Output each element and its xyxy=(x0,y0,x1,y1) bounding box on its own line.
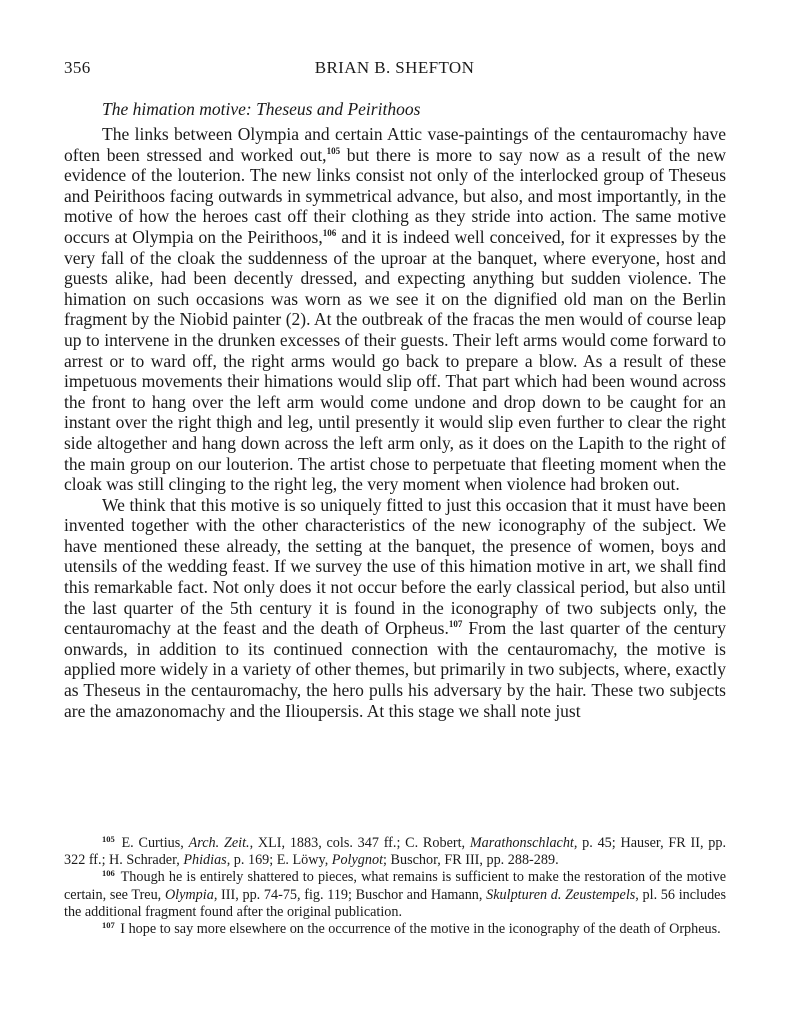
running-head: BRIAN B. SHEFTON xyxy=(314,58,475,77)
footnote-text: Though he is entirely shattered to pieces, what remains is sufficient to make the restoration of the motive certain, see Treu, xyxy=(64,869,726,903)
footnote-italic: Polygnot xyxy=(331,852,384,869)
footnote-italic: Olympia xyxy=(164,886,214,903)
footnote-text: I hope to say more elsewhere on the occurrence of the motive in the iconography of the death of Orpheus. xyxy=(116,921,721,938)
footnote-italic: Marathonschlacht xyxy=(469,835,574,851)
footnote-italic: Phidias xyxy=(183,852,227,869)
body-text xyxy=(64,98,726,721)
footnote-text: , III, pp. 74-75, fig. 119; Buschor and Hamann, xyxy=(213,886,487,903)
text-segment: The links between Olympia and certain Attic vase-paintings of the centauromachy have often been stressed and worked out, xyxy=(64,124,726,165)
footnote-number: 106 xyxy=(102,868,115,879)
footnote-number: 107 xyxy=(102,920,115,931)
footnote-text: , pl. 56 includes the additional fragment found after the original publication. xyxy=(64,886,726,920)
footnote-ref: 105 xyxy=(326,145,341,156)
footnote xyxy=(64,835,726,869)
footnote xyxy=(64,869,726,921)
footnote-italic: Skulpturen d. Zeustempels xyxy=(486,886,636,903)
footnote-ref: 106 xyxy=(322,227,337,238)
page-number: 356 xyxy=(64,58,91,77)
footnote-italic: Arch. Zeit. xyxy=(188,835,250,851)
page-header xyxy=(64,58,725,82)
text-segment: We think that this motive is so uniquely fitted to just this occasion that it must have been invented together with the other characteristics of the new iconography of the subject. We have mentioned these already, the setting at the banquet, the presence of women, boys and utensils of the wedding feast. If we survey the use of this himation motive in art, we shall find this remarkable fact. Not only does it not occur before the early classical period, but also until the last quarter of the 5th century it is found in the iconography of two subjects only, the centauromachy at the feast and the death of Orpheus. xyxy=(64,494,726,639)
section-title: The himation motive: Theseus and Peirithoos xyxy=(102,99,421,119)
footnotes xyxy=(64,835,726,938)
footnote-number: 105 xyxy=(102,834,115,844)
footnote-ref: 107 xyxy=(448,619,463,630)
text-segment: From the last quarter of the century onwards, in addition to its continued connection with the centauromachy, the motive is applied more widely in a variety of other themes, but primarily in two subjects, where, exactly as Theseus in the centauromachy, the hero pulls his adversary by the hair. These two subjects are the amazonomachy and the Ilioupersis. At this stage we shall note just xyxy=(64,618,726,721)
footnote-text: , p. 169; E. Löwy, xyxy=(226,852,332,869)
footnote-text: , p. 45; Hauser, FR II, pp. 322 ff.; H. Schrader, xyxy=(64,835,727,869)
paragraph xyxy=(64,124,726,495)
footnote-text: , XLI, 1883, cols. 347 ff.; C. Robert, xyxy=(249,835,470,851)
text-segment: but there is more to say now as a result of the new evidence of the louterion. The new links consist not only of the interlocked group of Theseus and Peirithoos facing outwards in symmetrical advance, but also, and most importantly, in the motive of how the heroes cast off their clothing as they stride into action. The same motive occurs at Olympia on the Peirithoos, xyxy=(64,144,726,247)
footnote xyxy=(64,921,726,938)
footnote-text: E. Curtius, xyxy=(116,835,189,851)
paragraph xyxy=(64,495,726,722)
footnote-text: ; Buschor, FR III, pp. 288-289. xyxy=(383,852,559,869)
text-segment: and it is indeed well conceived, for it expresses by the very fall of the cloak the suddenness of the uproar at the banquet, where everyone, host and guests alike, had been decently dressed, and expecting anything but sudden violence. The himation on such occasions was worn as we see it on the dignified old man on the Berlin fragment by the Niobid painter (2). At the outbreak of the fracas the men would of course leap up to intervene in the drunken excesses of their guests. Their left arms would come forward to arrest or to ward off, the right arms would go back to prepare a blow. As a result of these impetuous movements their himations would slip off. That part which had been wound across the front to hang over the left arm would come undone and drop down to be caught for an instant over the right thigh and leg, until presently it would slip even further to clear the right side altogether and hang down across the left arm only, as it does on the Lapith to the right of the main group on our louterion. The artist chose to perpetuate that fleeting moment when the cloak was still clinging to the right leg, the very moment when violence had broken out. xyxy=(64,226,726,495)
